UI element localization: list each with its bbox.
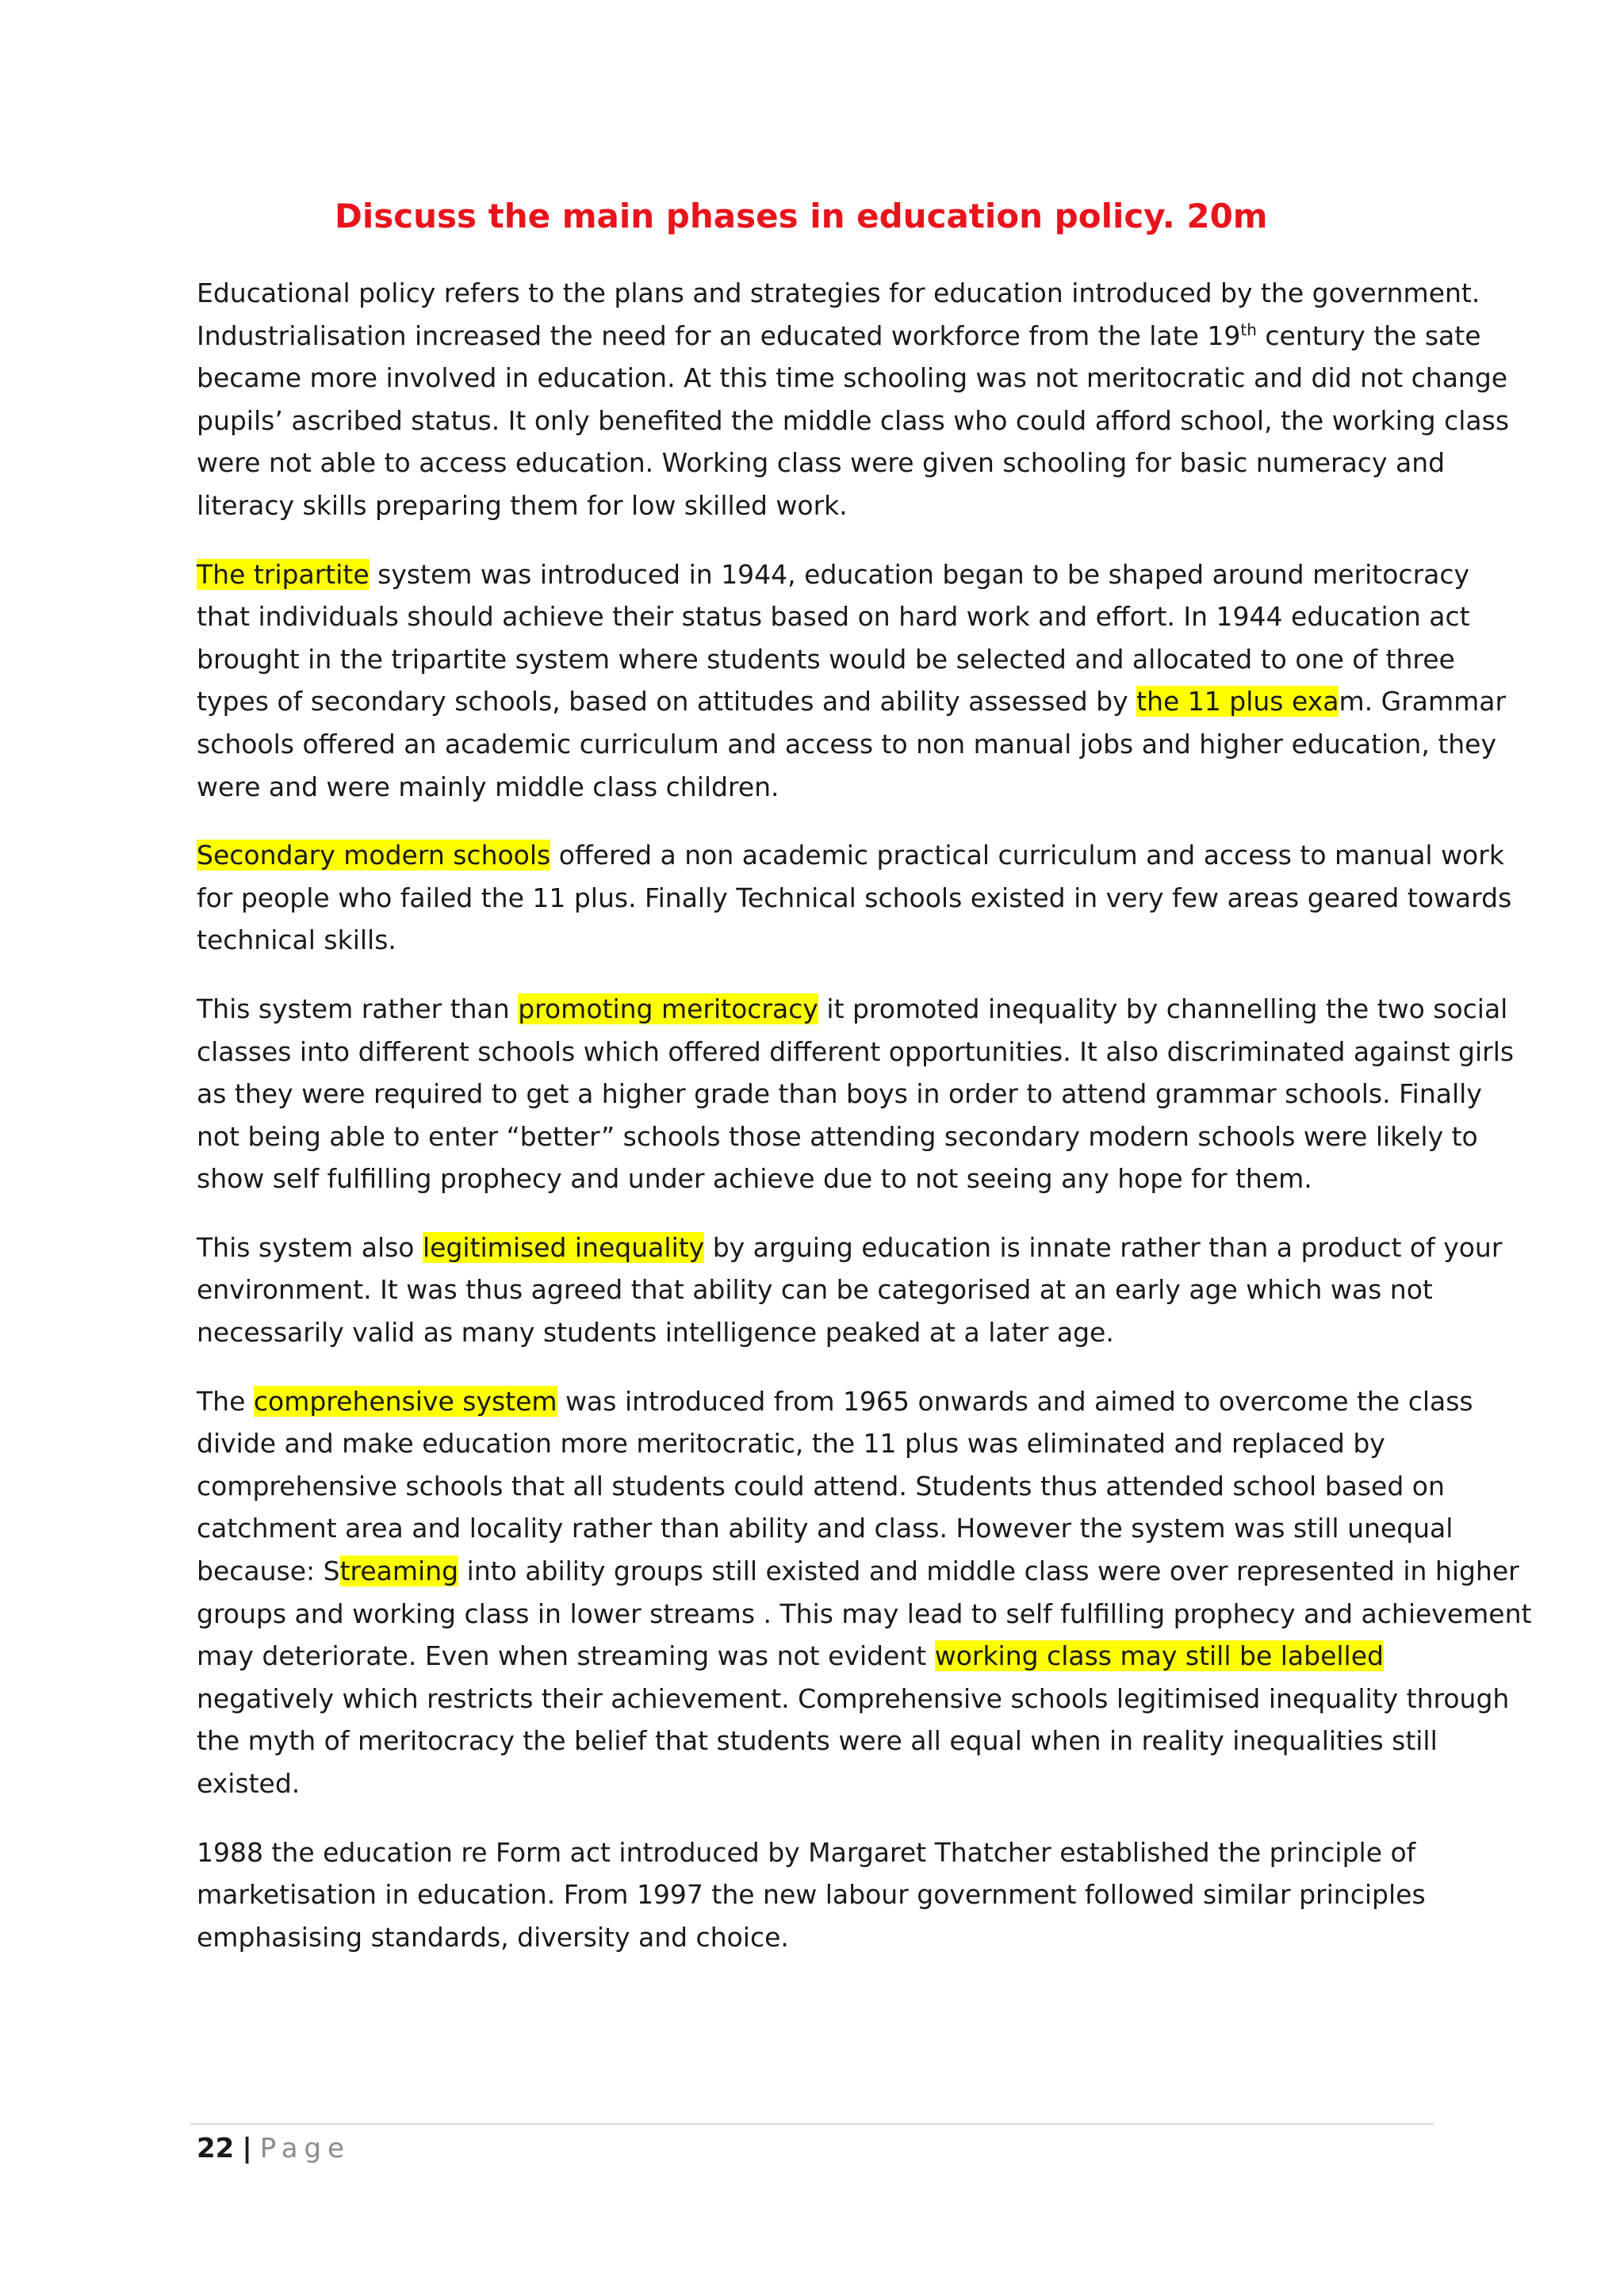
- text-line: [197, 1635, 1434, 1678]
- text-line: [197, 1031, 1515, 1073]
- text-run: offered a non academic practical curriculum and access to manual work: [550, 840, 1504, 871]
- text-run: into ability groups still existed and middle class were over represented in higher: [458, 1556, 1519, 1587]
- text-run: m. Grammar: [1339, 686, 1507, 718]
- text-line: [197, 1269, 1434, 1311]
- text-run: for people who failed the 11 plus. Finally Technical schools existed in very few areas geared towards: [197, 882, 1512, 913]
- text-run: The: [197, 1385, 254, 1417]
- text-line: [197, 766, 1434, 809]
- text-run: because: S: [197, 1556, 340, 1587]
- text-line: [197, 1465, 1445, 1508]
- paragraph: [197, 553, 1507, 809]
- highlighted-text: treaming: [339, 1556, 459, 1587]
- text-line: [197, 1311, 1434, 1354]
- text-run: environment. It was thus agreed that ability can be categorised at an early age which was not: [197, 1274, 1433, 1306]
- paragraph: [197, 1831, 1434, 1959]
- text-run: necessarily valid as many students intelligence peaked at a later age.: [197, 1317, 1114, 1349]
- text-run: Industrialisation increased the need for an educated workforce from the late 19: [197, 320, 1241, 351]
- text-run: century the sate: [1256, 320, 1481, 351]
- text-run: emphasising standards, diversity and choice.: [197, 1921, 789, 1953]
- text-line: [197, 1158, 1434, 1200]
- text-run: groups and working class in lower streams . This may lead to self fulfilling prophecy and achievement: [197, 1598, 1532, 1629]
- highlighted-text: legitimised inequality: [422, 1231, 705, 1263]
- text-line: [197, 877, 1512, 920]
- highlighted-text: The tripartite: [197, 558, 370, 590]
- text-line: [197, 1762, 1434, 1805]
- text-line: [197, 400, 1510, 442]
- text-line: [197, 1507, 1454, 1550]
- paragraph: [197, 988, 1515, 1200]
- page-footer: [197, 2133, 350, 2164]
- text-line: [197, 1916, 1434, 1959]
- text-run: became more involved in education. At this time schooling was not meritocratic and did not change: [197, 362, 1508, 394]
- paragraph: [197, 1380, 1532, 1805]
- text-line: [197, 1831, 1434, 1874]
- page-title: Discuss the main phases in education policy. 20m: [335, 197, 1268, 235]
- text-run: This system rather than: [197, 993, 519, 1024]
- text-line: [197, 1873, 1434, 1916]
- text-run: schools offered an academic curriculum and access to non manual jobs and higher education, they: [197, 728, 1497, 760]
- text-line: [197, 1380, 1473, 1423]
- essay-body: [197, 272, 1532, 1984]
- text-line: [197, 1422, 1434, 1465]
- text-run: 1988 the education re Form act introduced by Margaret Thatcher established the principle of: [197, 1836, 1416, 1868]
- text-line: [197, 834, 1504, 877]
- text-line: [197, 1073, 1482, 1115]
- text-run: Educational policy refers to the plans and strategies for education introduced by the government.: [197, 277, 1480, 308]
- text-line: [197, 315, 1481, 358]
- text-run: it promoted inequality by channelling the two social: [818, 993, 1508, 1024]
- text-run: classes into different schools which offered different opportunities. It also discriminated against girls: [197, 1035, 1515, 1067]
- highlighted-text: promoting meritocracy: [518, 993, 818, 1024]
- text-run: were and were mainly middle class children.: [197, 771, 779, 802]
- text-run: as they were required to get a higher grade than boys in order to attend grammar schools. Finally: [197, 1078, 1482, 1110]
- text-run: catchment area and locality rather than ability and class. However the system was still unequal: [197, 1513, 1454, 1544]
- highlighted-text: the 11 plus exa: [1136, 686, 1339, 718]
- paragraph: [197, 834, 1512, 962]
- text-line: [197, 638, 1455, 681]
- text-line: [197, 272, 1480, 315]
- text-line: [197, 595, 1470, 638]
- text-run: divide and make education more meritocratic, the 11 plus was eliminated and replaced by: [197, 1428, 1385, 1460]
- text-line: [197, 680, 1507, 723]
- text-line: [197, 484, 1434, 527]
- text-run: negatively which restricts their achievement. Comprehensive schools legitimised inequality through: [197, 1682, 1510, 1714]
- text-run: show self fulfilling prophecy and under achieve due to not seeing any hope for them.: [197, 1163, 1312, 1195]
- text-line: [197, 357, 1508, 400]
- paragraph: [197, 272, 1510, 527]
- text-line: [197, 988, 1508, 1031]
- text-run: technical skills.: [197, 924, 396, 956]
- text-line: [197, 723, 1497, 766]
- superscript: th: [1240, 320, 1257, 339]
- text-line: [197, 919, 1434, 962]
- text-run: by arguing education is innate rather than a product of your: [704, 1231, 1503, 1263]
- page-label: Page: [259, 2133, 351, 2164]
- text-run: that individuals should achieve their status based on hard work and effort. In 1944 education act: [197, 601, 1470, 633]
- text-line: [197, 1593, 1532, 1636]
- text-run: literacy skills preparing them for low skilled work.: [197, 489, 848, 521]
- text-line: [197, 1550, 1519, 1593]
- text-run: marketisation in education. From 1997 the new labour government followed similar principles: [197, 1879, 1426, 1911]
- highlighted-text: working class may still be labelled: [934, 1640, 1384, 1672]
- page-number: 22: [197, 2133, 235, 2164]
- paragraph: [197, 1226, 1503, 1354]
- text-line: [197, 1720, 1438, 1762]
- text-line: [197, 442, 1446, 484]
- highlighted-text: comprehensive system: [253, 1385, 557, 1417]
- text-run: existed.: [197, 1768, 301, 1799]
- text-run: not being able to enter “better” schools those attending secondary modern schools were likely to: [197, 1120, 1478, 1152]
- text-line: [197, 553, 1470, 596]
- text-run: comprehensive schools that all students could attend. Students thus attended school based on: [197, 1470, 1445, 1502]
- footer-separator: |: [242, 2133, 252, 2164]
- text-line: [197, 1115, 1478, 1158]
- text-line: [197, 1678, 1510, 1720]
- text-line: [197, 1226, 1503, 1269]
- highlighted-text: Secondary modern schools: [197, 840, 551, 871]
- text-run: types of secondary schools, based on attitudes and ability assessed by: [197, 686, 1137, 718]
- text-run: pupils’ ascribed status. It only benefited the middle class who could afford school, the working class: [197, 404, 1510, 436]
- text-run: the myth of meritocracy the belief that students were all equal when in reality inequalities still: [197, 1725, 1438, 1757]
- text-run: This system also: [197, 1231, 423, 1263]
- footer-divider: [190, 2123, 1434, 2125]
- text-run: brought in the tripartite system where students would be selected and allocated to one of three: [197, 643, 1455, 675]
- text-run: system was introduced in 1944, education began to be shaped around meritocracy: [369, 558, 1470, 590]
- text-run: may deteriorate. Even when streaming was not evident: [197, 1640, 935, 1672]
- text-run: was introduced from 1965 onwards and aimed to overcome the class: [557, 1385, 1473, 1417]
- text-run: were not able to access education. Working class were given schooling for basic numeracy and: [197, 447, 1446, 479]
